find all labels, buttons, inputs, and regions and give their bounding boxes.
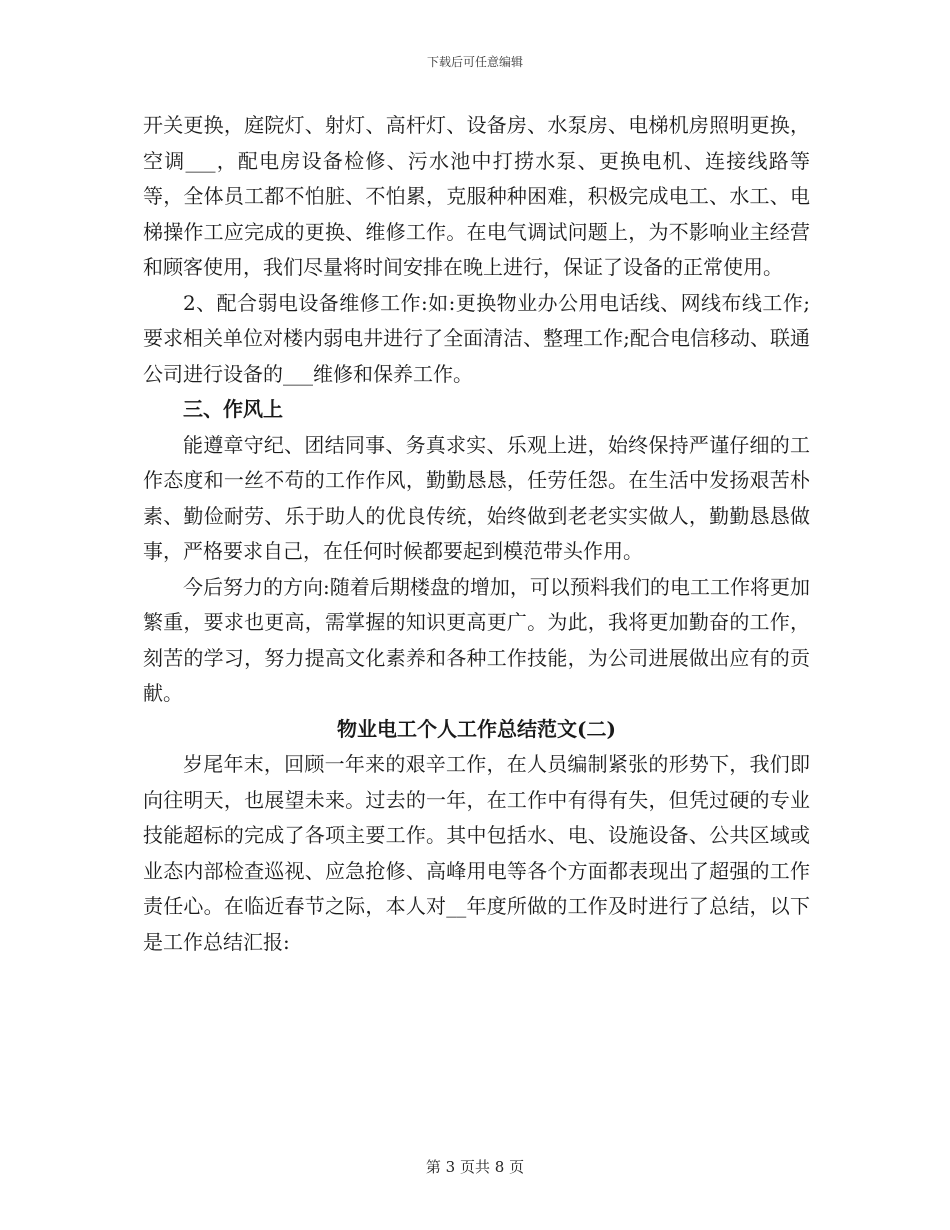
paragraph-work-style: 能遵章守纪、团结同事、务真求实、乐观上进，始终保持严谨仔细的工作态度和一丝不苟的工作作风，勤勤恳恳，任劳任怨。在生活中发扬艰苦朴素、勤俭耐劳、乐于助人的优良传统，始终做到老老实实做人，勤勤恳恳做事，严格要求自己，在任何时候都要起到模范带头作用。 [143, 432, 810, 563]
page-number: 第 3 页共 8 页 [425, 1158, 525, 1176]
section-heading-work-style: 三、作风上 [183, 397, 283, 421]
paragraph-future-direction: 今后努力的方向:随着后期楼盘的增加，可以预料我们的电工工作将更加繁重，要求也更高，需掌握的知识更高更广。为此，我将更加勤奋的工作，刻苦的学习，努力提高文化素养和各种工作技能，为公司进展做出应有的贡献。 [143, 574, 810, 705]
paragraph-weak-current: 2、配合弱电设备维修工作:如:更换物业办公用电话线、网线布线工作;要求相关单位对楼内弱电井进行了全面清洁、整理工作;配合电信移动、联通公司进行设备的___维修和保养工作。 [143, 290, 810, 386]
page-header: 下载后可任意编辑 [426, 55, 523, 69]
paragraph-equipment-repair: 开关更换，庭院灯、射灯、高杆灯、设备房、水泵房、电梯机房照明更换，空调___，配电房设备检修、污水池中打捞水泵、更换电机、连接线路等等，全体员工都不怕脏、不怕累，克服种种困难，积极完成电工、水工、电梯操作工应完成的更换、维修工作。在电气调试问题上，为不影响业主经营和顾客使用，我们尽量将时间安排在晚上进行，保证了设备的正常使用。 [143, 113, 810, 279]
article-title-2: 物业电工个人工作总结范文(二) [337, 716, 616, 741]
document-body [143, 108, 810, 960]
paragraph-year-end-review: 岁尾年末，回顾一年来的艰辛工作，在人员编制紧张的形势下，我们即向往明天，也展望未来。过去的一年，在工作中有得有失，但凭过硬的专业技能超标的完成了各项主要工作。其中包括水、电、设施设备、公共区域或业态内部检查巡视、应急抢修、高峰用电等各个方面都表现出了超强的工作责任心。在临近春节之际，本人对__年度所做的工作及时进行了总结，以下是工作总结汇报: [143, 752, 810, 954]
